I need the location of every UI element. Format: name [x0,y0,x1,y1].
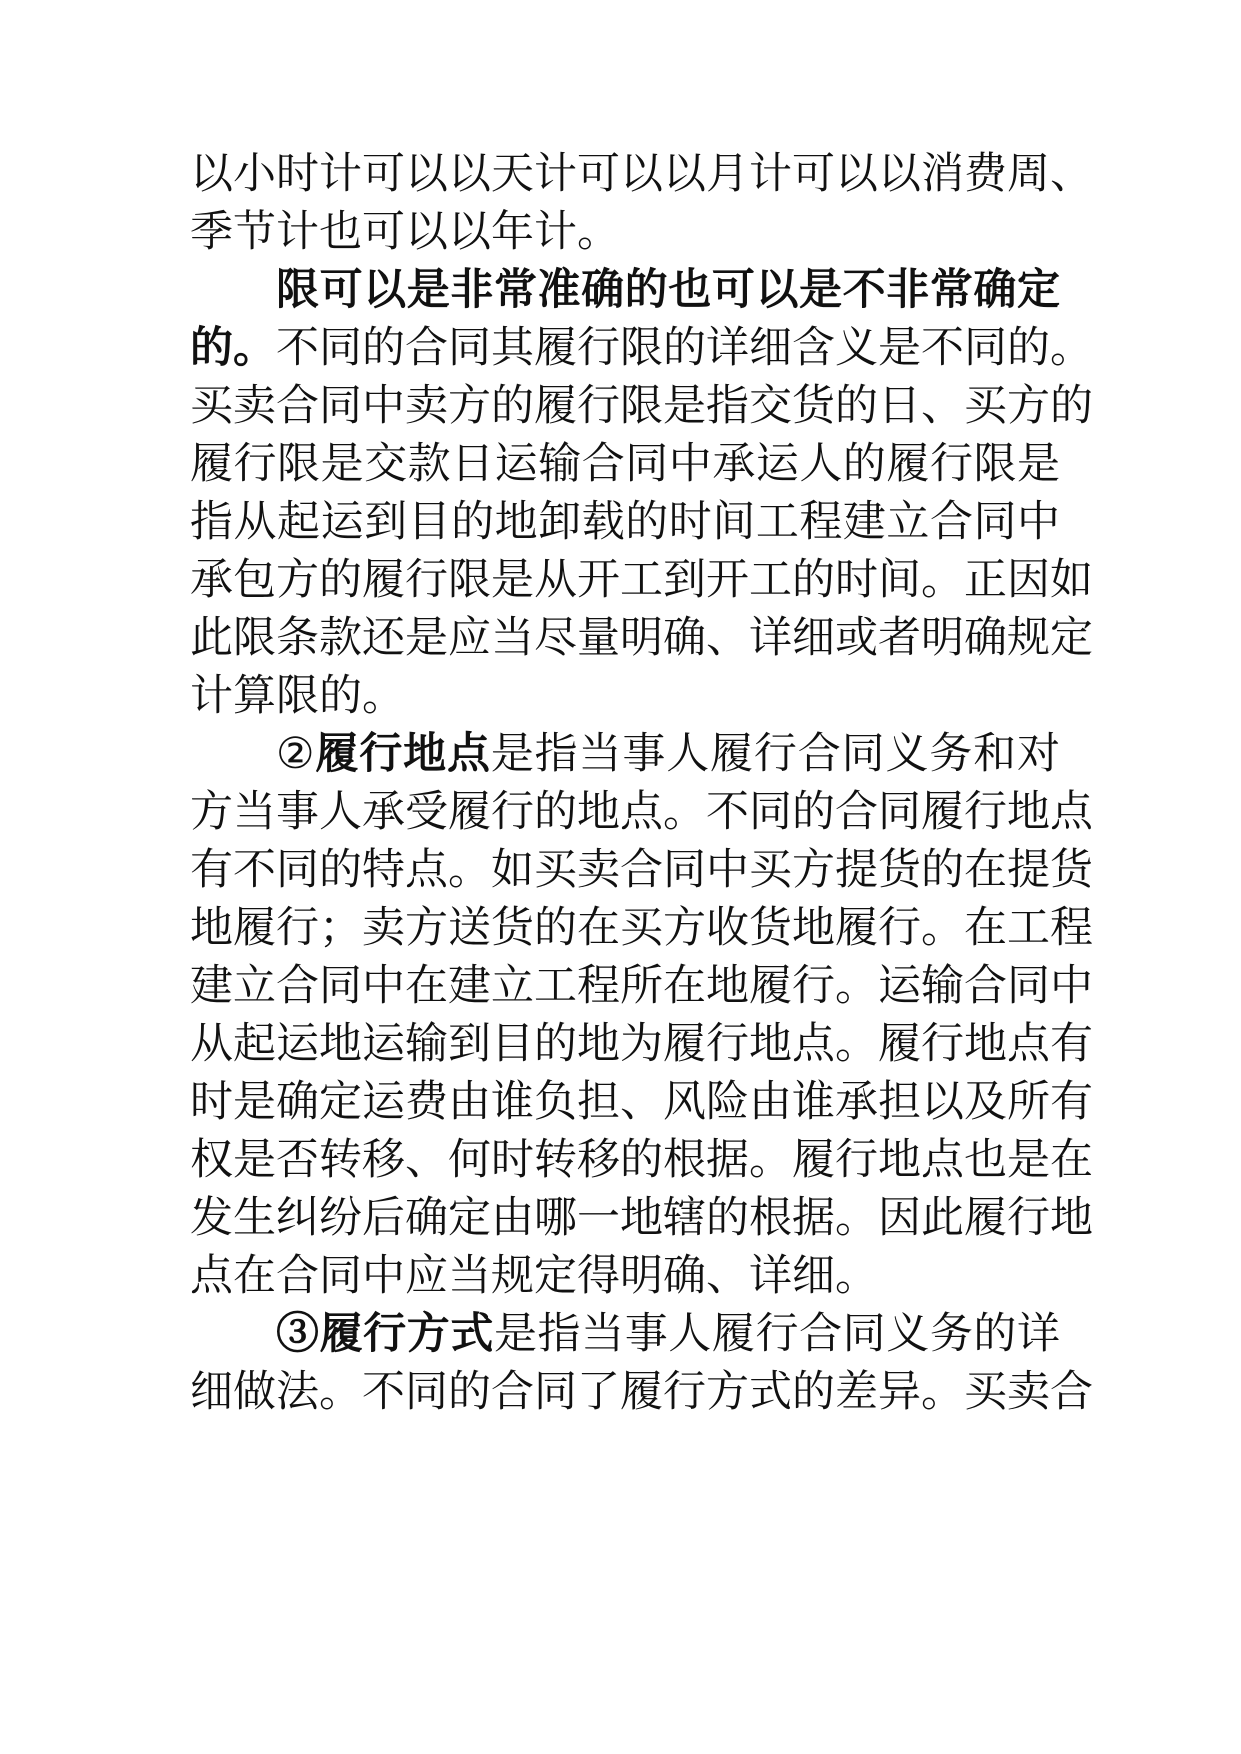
text-line: 建立合同中在建立工程所在地履行。运输合同中 [190,961,1093,1011]
text-line: 买卖合同中卖方的履行限是指交货的日、买方的 [190,381,1093,431]
text-line: 指从起运到目的地卸载的时间工程建立合同中 [190,497,1060,547]
line-rest: 是指当事人履行合同义务和对 [490,729,1061,779]
text-line: 季节计也可以以年计。 [190,207,620,257]
line-rest: 是指当事人履行合同义务的详 [493,1309,1061,1359]
text-line: 地履行；卖方送货的在买方收货地履行。在工程 [190,903,1093,953]
text-line: 方当事人承受履行的地点。不同的合同履行地点 [190,787,1093,837]
list-marker: ② [276,729,316,779]
bold-lead-end: 的。 [190,323,276,373]
text-line: 点在合同中应当规定得明确、详细。 [190,1251,878,1301]
bold-term: 履行方式 [319,1309,494,1359]
text-line: 此限条款还是应当尽量明确、详细或者明确规定 [190,613,1093,663]
text-line: 发生纠纷后确定由哪一地辖的根据。因此履行地 [190,1193,1093,1243]
text-line: 承包方的履行限是从开工到开工的时间。正因如 [190,555,1093,605]
text-line: 时是确定运费由谁负担、风险由谁承担以及所有 [190,1077,1093,1127]
text-line [276,1301,1060,1367]
list-marker: ③ [276,1309,320,1359]
text-line [190,315,1093,381]
text-line: 有不同的特点。如买卖合同中买方提货的在提货 [190,845,1093,895]
line-rest: 不同的合同其履行限的详细含义是不同的。 [276,323,1093,373]
bold-term: 履行地点 [315,729,491,779]
text-line: 履行限是交款日运输合同中承运人的履行限是 [190,439,1060,489]
text-line: 计算限的。 [190,671,405,721]
text-line [276,721,1060,787]
bold-lead-line: 限可以是非常准确的也可以是不非常确定 [276,265,1060,315]
text-line: 细做法。不同的合同了履行方式的差异。买卖合 [190,1367,1093,1417]
text-line: 从起运地运输到目的地为履行地点。履行地点有 [190,1019,1093,1069]
text-line: 以小时计可以以天计可以以月计可以以消费周、 [190,149,1093,199]
text-line: 权是否转移、何时转移的根据。履行地点也是在 [190,1135,1093,1185]
